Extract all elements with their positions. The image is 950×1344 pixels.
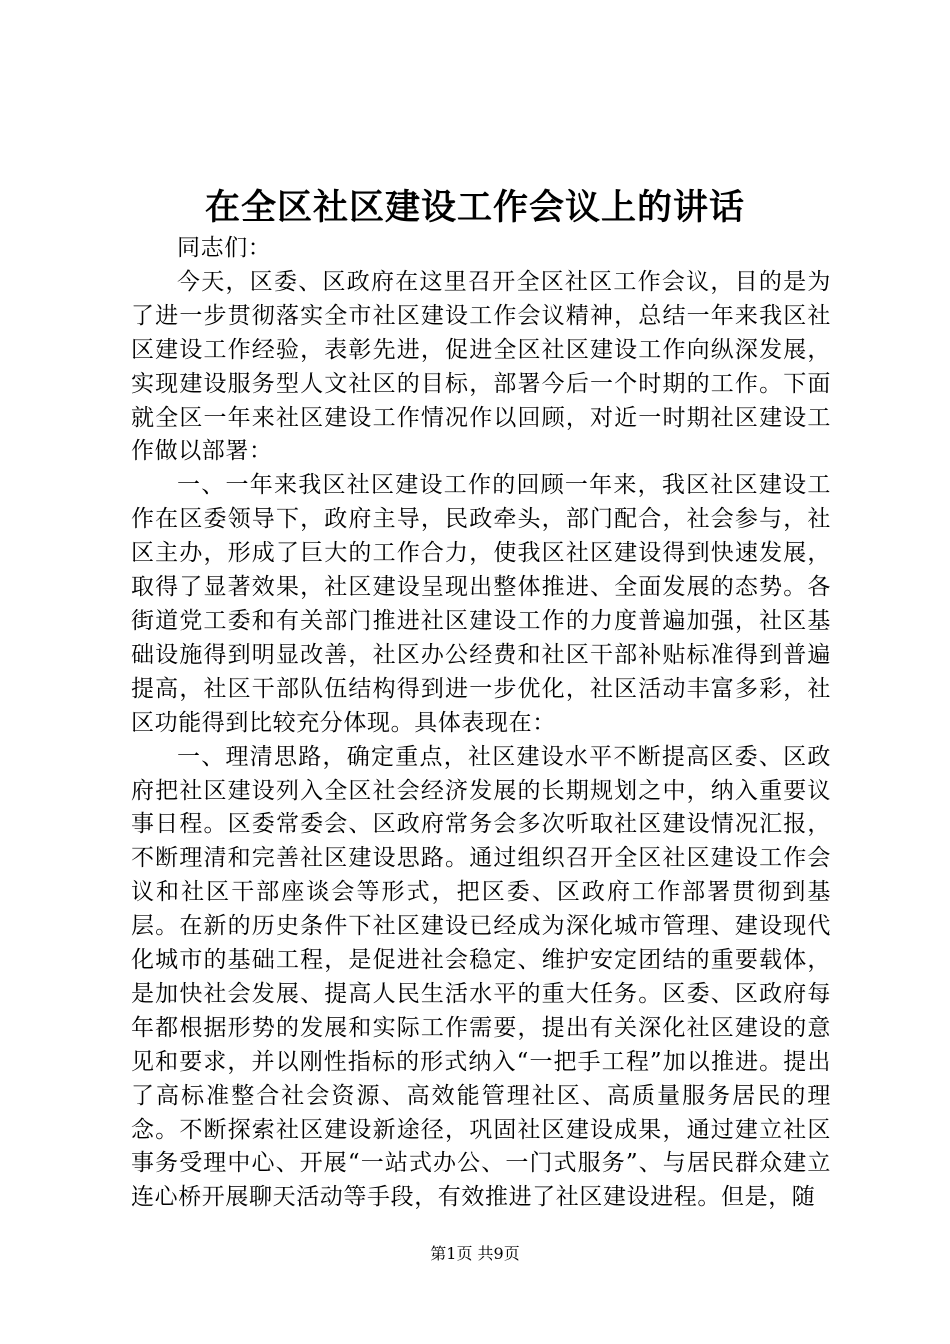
salutation-paragraph: 同志们： — [177, 235, 272, 261]
section-one-paragraph: 一、理清思路，确定重点，社区建设水平不断提高区委、区政府把社区建设列入全区社会经济发展的长期规划之中，纳入重要议事日程。区委常委会、区政府常务会多次听取社区建设情况汇报，不断理清和完善社区建设思路。通过组织召开全区社区建设工作会议和社区干部座谈会等形式，把区委、区政府工作部署贯彻到基层。在新的历史条件下社区建设已经成为深化城市管理、建设现代化城市的基础工程，是促进社会稳定、维护安定团结的重要载体，是加快社会发展、提高人民生活水平的重大任务。区委、区政府每年都根据形势的发展和实际工作需要，提出有关深化社区建设的意见和要求，并以刚性指标的形式纳入“一把手工程”加以推进。提出了高标准整合社会资源、高效能管理社区、高质量服务居民的理念。不断探索社区建设新途径，巩固社区建设成果，通过建立社区事务受理中心、开展“一站式办公、一门式服务”、与居民群众建立连心桥开展聊天活动等手段，有效推进了社区建设进程。但是，随 — [131, 743, 831, 1211]
intro-paragraph: 今天，区委、区政府在这里召开全区社区工作会议，目的是为了进一步贯彻落实全市社区建设工作会议精神，总结一年来我区社区建设工作经验，表彰先进，促进全区社区建设工作向纵深发展，实现建设服务型人文社区的目标，部署今后一个时期的工作。下面就全区一年来社区建设工作情况作以回顾，对近一时期社区建设工作做以部署： — [131, 268, 831, 465]
document-body — [131, 232, 831, 1215]
review-paragraph: 一、一年来我区社区建设工作的回顾一年来，我区社区建设工作在区委领导下，政府主导，民政牵头，部门配合，社会参与，社区主办，形成了巨大的工作合力，使我区社区建设得到快速发展，取得了显著效果，社区建设呈现出整体推进、全面发展的态势。各街道党工委和有关部门推进社区建设工作的力度普遍加强，社区基础设施得到明显改善，社区办公经费和社区干部补贴标准得到普遍提高，社区干部队伍结构得到进一步优化，社区活动丰富多彩，社区功能得到比较充分体现。具体表现在： — [131, 472, 831, 736]
page-number-footer: 第1页 共9页 — [430, 1244, 520, 1263]
document-title: 在全区社区建设工作会议上的讲话 — [204, 187, 745, 228]
